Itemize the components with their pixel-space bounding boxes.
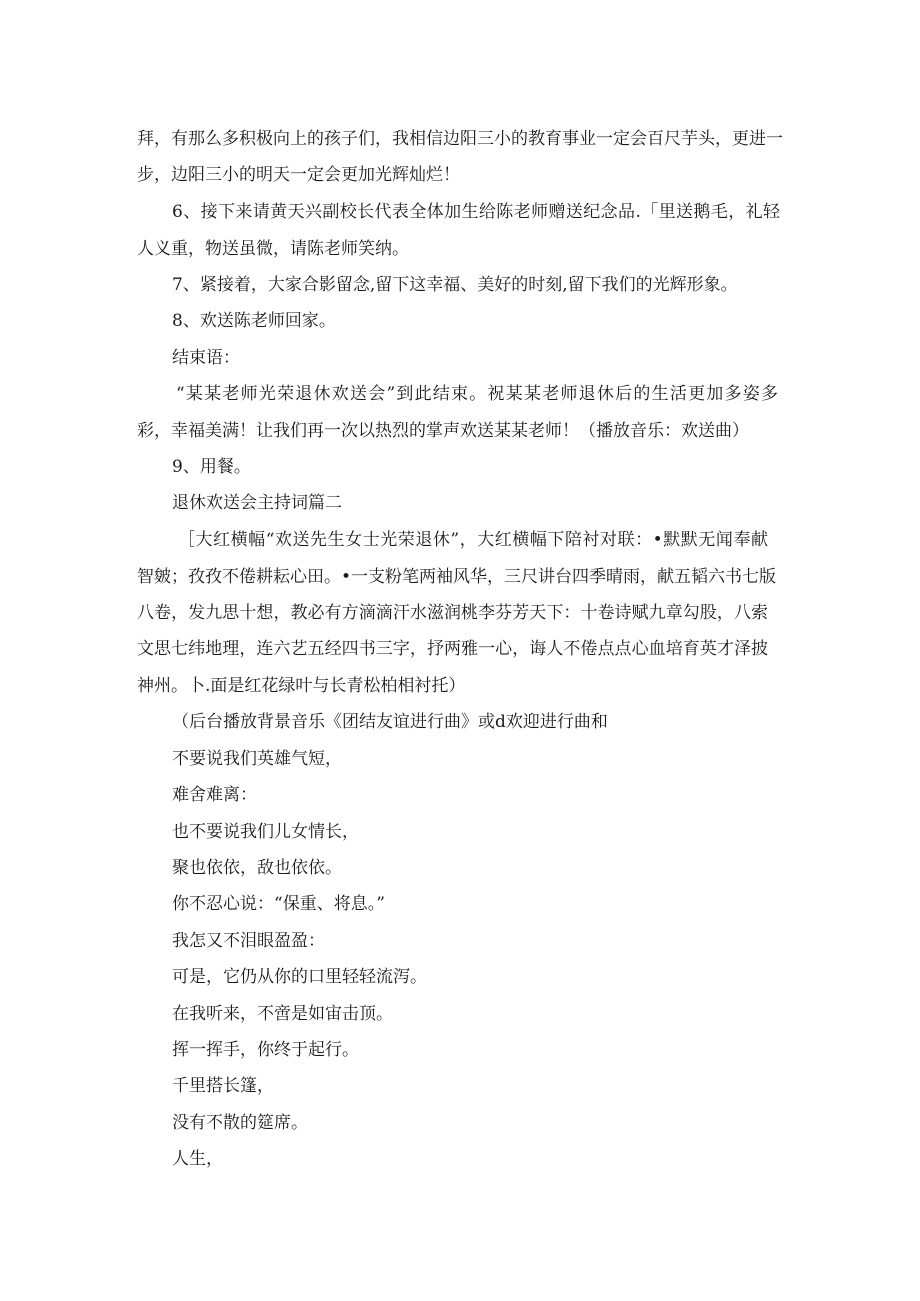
poem-line: 也不要说我们儿女情长， — [172, 822, 359, 842]
paragraph-line: 神州。卜.面是红花绿叶与长青松柏相衬托） — [137, 676, 466, 696]
poem-line: 难舍难离： — [172, 785, 257, 805]
music-note: （后台播放背景音乐《团结友谊进行曲》或d欢迎进行曲和 — [172, 712, 608, 732]
paragraph-line: 彩，幸福美满！让我们再一次以热烈的掌声欢送某某老师！（播放音乐：欢送曲） — [137, 421, 749, 441]
paragraph-line: 步，边阳三小的明天一定会更加光辉灿烂！ — [137, 165, 460, 185]
list-item: 9、用餐。 — [172, 457, 251, 477]
paragraph-line: 拜，有那么多积极向上的孩子们，我相信边阳三小的教育事业一定会百尺芋头，更进一 — [137, 129, 783, 149]
poem-line: 千里搭长篷， — [172, 1076, 274, 1096]
poem-line: 没有不散的筵席。 — [172, 1113, 308, 1133]
paragraph-line: 智皴；孜孜不倦耕耘心田。•一支粉笔两袖风华，三尺讲台四季晴雨，献五韬六书七版 — [137, 567, 777, 587]
section-title: 退休欢送会主持词篇二 — [172, 493, 342, 513]
paragraph-line: ［大红横幅“欢送先生女士光荣退休”，大红横幅下陪衬对联：•默默无闻奉献 — [178, 530, 768, 550]
paragraph-line: 八卷，发九思十想，教必有方滴滴汗水滋润桃李芬芳天下：十卷诗赋九章勾股，八索 — [137, 603, 768, 623]
poem-line: 人生， — [172, 1149, 223, 1169]
closing-label: 结束语： — [172, 348, 240, 368]
poem-line: 挥一挥手，你终于起行。 — [172, 1040, 359, 1060]
poem-line: 在我听来，不啻是如宙击顶。 — [172, 1004, 393, 1024]
poem-line: 聚也依依，敌也依依。 — [172, 858, 342, 878]
poem-line: 你不忍心说：“保重、将息。” — [172, 894, 385, 914]
paragraph-line: “某某老师光荣退休欢送会”到此结束。祝某某老师退休后的生活更加多姿多 — [176, 384, 778, 404]
poem-line: 我怎又不泪眼盈盈： — [172, 931, 325, 951]
poem-line: 不要说我们英雄气短， — [172, 749, 342, 769]
list-item: 7、紧接着，大家合影留念,留下这幸福、美好的时刻,留下我们的光辉形象。 — [172, 275, 738, 295]
paragraph-line: 人义重，物送虽微，请陈老师笑纳。 — [137, 239, 409, 259]
paragraph-line: 文思七纬地理，连六艺五经四书三字，抒两雅一心，诲人不倦点点心血培育英才泽披 — [137, 639, 768, 659]
poem-line: 可是，它仍从你的口里轻轻流泻。 — [172, 967, 427, 987]
list-item: 8、欢送陈老师回家。 — [172, 311, 336, 331]
paragraph-line: 6、接下来请黄天兴副校长代表全体加生给陈老师赠送纪念品.「里送鹅毛，礼轻 — [172, 202, 780, 222]
